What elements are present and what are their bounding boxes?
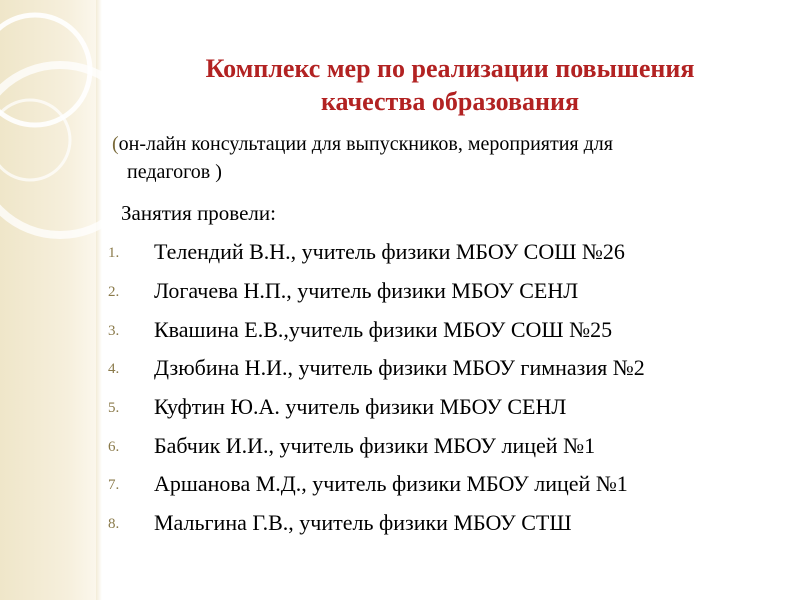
list-item-text: Аршанова М.Д., учитель физики МБОУ лицей №1 bbox=[154, 471, 628, 497]
subtitle-open-paren: ( bbox=[112, 133, 119, 155]
list-item-number: 3. bbox=[108, 322, 120, 339]
list-item bbox=[108, 349, 645, 388]
list-item-text: Квашина Е.В.,учитель физики МБОУ СОШ №25 bbox=[154, 316, 613, 342]
title-line-2: качества образования bbox=[320, 87, 580, 116]
list-item bbox=[108, 310, 645, 349]
subtitle-line-2: педагогов ) bbox=[127, 161, 222, 183]
teacher-list bbox=[108, 233, 645, 543]
list-item bbox=[108, 504, 645, 543]
list-item-number: 5. bbox=[108, 400, 120, 417]
list-item bbox=[108, 272, 645, 311]
subtitle-line-1: он-лайн консультации для выпускников, мероприятия для bbox=[118, 133, 613, 155]
subtitle bbox=[112, 130, 772, 186]
intro-text: Занятия провели: bbox=[121, 201, 276, 225]
list-item bbox=[108, 465, 645, 504]
list-item-number: 2. bbox=[108, 284, 120, 301]
list-item-text: Куфтин Ю.А. учитель физики МБОУ СЕНЛ bbox=[154, 394, 567, 420]
list-item-number: 4. bbox=[108, 361, 120, 378]
list-item-text: Дзюбина Н.И., учитель физики МБОУ гимназия №2 bbox=[154, 355, 645, 381]
list-item-number: 6. bbox=[108, 438, 120, 455]
list-item-number: 7. bbox=[108, 477, 120, 494]
list-item-text: Логачева Н.П., учитель физики МБОУ СЕНЛ bbox=[154, 278, 579, 304]
list-item-text: Телендий В.Н., учитель физики МБОУ СОШ №26 bbox=[154, 239, 625, 265]
list-item bbox=[108, 426, 645, 465]
title-line-1: Комплекс мер по реализации повышения bbox=[205, 54, 695, 83]
list-item-text: Бабчик И.И., учитель физики МБОУ лицей №1 bbox=[154, 432, 596, 458]
slide-title bbox=[110, 52, 790, 118]
list-item bbox=[108, 233, 645, 272]
list-item-number: 8. bbox=[108, 516, 120, 533]
list-item-text: Мальгина Г.В., учитель физики МБОУ СТШ bbox=[154, 510, 572, 536]
list-item bbox=[108, 388, 645, 427]
list-item-number: 1. bbox=[108, 245, 120, 262]
